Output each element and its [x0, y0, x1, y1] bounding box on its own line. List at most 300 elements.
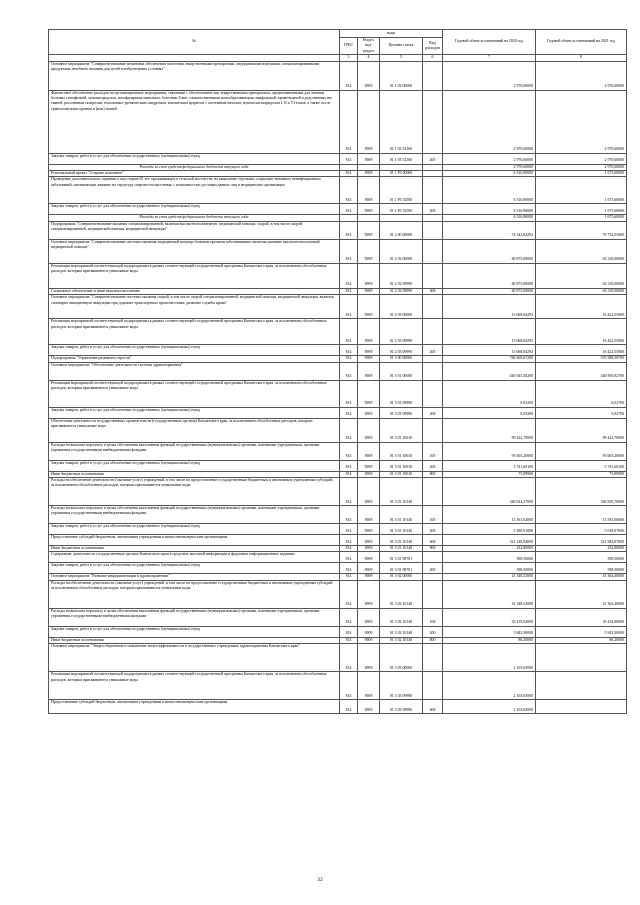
table-row — [49, 319, 627, 345]
volume-2021-cell: 5 843,30000 — [536, 626, 627, 637]
table-row — [49, 478, 627, 506]
razdel-cell: 0909 — [358, 239, 380, 263]
expense-type-cell: 200 — [423, 407, 443, 418]
expense-type-cell: 200 — [423, 153, 443, 164]
table-row — [49, 672, 627, 700]
grbs-cell: 814 — [340, 626, 358, 637]
razdel-cell: 0909 — [358, 153, 380, 164]
grbs-cell: 814 — [340, 263, 358, 288]
volume-2020-cell: 60 875,00000 — [443, 288, 536, 294]
table-row — [49, 362, 627, 380]
row-name-cell: Расходы на выплаты персоналу в целях обеспечения выполнения функций государственными (муниципальными) органами, казенными учреждениями, органами управления государственными внебюджетными фондами — [49, 608, 340, 626]
razdel-cell: 0909 — [358, 171, 380, 177]
row-name-cell: Закупка товаров, работ и услуг для обеспечения государственных (муниципальных) нужд — [49, 153, 340, 164]
column-number: 7 — [443, 55, 536, 61]
volume-2020-cell: 6 316,90000 — [443, 215, 536, 221]
volume-2020-cell: 13 361,62000 — [443, 506, 536, 524]
volume-2020-cell: 232,80000 — [443, 546, 536, 552]
grbs-cell: 814 — [340, 295, 358, 319]
volume-2021-cell: 1 675,60000 — [536, 215, 627, 221]
table-row — [49, 61, 627, 90]
target-article-cell: 01 1 P3 00000 — [380, 171, 423, 177]
row-name-cell: Проведение дополнительного скрининга лиц старше 65 лет, проживающих в сельской местности, на выявление отдельных социально-значимых неинфекционных заболеваний, оказывающих влияние на структуру смертности населения, с возможностью доставки данных лиц в медицинские организации — [49, 177, 340, 204]
column-number: 5 — [380, 55, 423, 61]
table-row — [49, 418, 627, 442]
razdel-cell: 0909 — [358, 418, 380, 442]
row-name-cell: Предоставление субсидий бюджетным, автономным учреждениям и иным некоммерческим организациям — [49, 535, 340, 546]
header-volume-2020: Годовой объем ассигнований на 2020 год — [443, 30, 536, 55]
target-article-cell: 01 1 P3 52950 — [380, 177, 423, 204]
razdel-cell: 0909 — [358, 644, 380, 672]
volume-2020-cell: 6 316,90000 — [443, 177, 536, 204]
volume-2021-cell: 99 422,70000 — [536, 418, 627, 442]
expense-type-cell: 600 — [423, 535, 443, 546]
razdel-cell: 0909 — [358, 177, 380, 204]
volume-2021-cell: 93 605,20000 — [536, 442, 627, 460]
grbs-cell: 814 — [340, 608, 358, 626]
grbs-cell: 814 — [340, 644, 358, 672]
expense-type-cell: 200 — [423, 626, 443, 637]
expense-type-cell: 200 — [423, 524, 443, 535]
razdel-cell: 0909 — [358, 263, 380, 288]
header-codes: коды — [340, 30, 443, 38]
table-row — [49, 204, 627, 215]
column-number: 4 — [358, 55, 380, 61]
razdel-cell: 0909 — [358, 460, 380, 471]
razdel-cell: 0909 — [358, 90, 380, 153]
razdel-cell: 0909 — [358, 552, 380, 563]
expense-type-cell: 600 — [423, 700, 443, 714]
header-grbs: ГРБС — [340, 38, 358, 55]
razdel-cell: 0909 — [358, 295, 380, 319]
expense-type-cell: 200 — [423, 345, 443, 356]
grbs-cell: 814 — [340, 319, 358, 345]
target-article-cell: 01 3 02 10140 — [380, 608, 423, 626]
volume-2021-cell — [536, 700, 627, 714]
header-razdel: Раздел, под-раздел — [358, 38, 380, 55]
table-row — [49, 407, 627, 418]
volume-2020-cell: 13 668,84293 — [443, 295, 536, 319]
volume-2020-cell: 13 668,84293 — [443, 345, 536, 356]
expense-type-cell: 200 — [423, 460, 443, 471]
grbs-cell: 814 — [340, 221, 358, 239]
target-article-cell: 01 3 01 10010 — [380, 471, 423, 477]
volume-2021-cell: 232,80000 — [536, 546, 627, 552]
table-row — [49, 221, 627, 239]
target-article-cell: 01 3 03 09990 — [380, 700, 423, 714]
budget-table — [48, 29, 627, 714]
table-row — [49, 524, 627, 535]
target-article-cell: 01 2 03 09990 — [380, 345, 423, 356]
grbs-cell: 814 — [340, 637, 358, 643]
razdel-cell: 0909 — [358, 204, 380, 215]
header-target-article: Целевая статья — [380, 38, 423, 55]
expense-type-cell — [423, 177, 443, 204]
volume-2020-cell: 5 741,60100 — [443, 460, 536, 471]
volume-2021-cell: 0,02700 — [536, 407, 627, 418]
volume-2020-cell: 74 543,84293 — [443, 221, 536, 239]
row-name-cell: Содержание, деятельность государственных органов Камчатского края в средствах массовой информации и форумных информационных изданиях — [49, 552, 340, 563]
grbs-cell: 814 — [340, 574, 358, 580]
column-number: 8 — [536, 55, 627, 61]
volume-2021-cell: 63 310,00000 — [536, 239, 627, 263]
razdel-cell: 0909 — [358, 471, 380, 477]
row-name-cell: Расходы на обеспечение деятельности (оказание услуг) учреждений, в том числе на предоставление государственным бюджетным и автономным учреждениям субсидий, за исключением обособленных расходов, которым присваиваются уникальные коды — [49, 478, 340, 506]
row-name-cell: Региональный проект "Старшее поколение" — [49, 171, 340, 177]
volume-2020-cell: 766 469,67200 — [443, 356, 536, 362]
volume-2021-cell: 2 970,60000 — [536, 90, 627, 153]
razdel-cell: 0909 — [358, 221, 380, 239]
volume-2021-cell: 5 018,07000 — [536, 524, 627, 535]
row-name-cell: Закупка товаров, работ и услуг для обеспечения государственных (муниципальных) нужд — [49, 626, 340, 637]
volume-2020-cell: 321 148,94000 — [443, 535, 536, 546]
header-expense-type: Вид расходов — [423, 38, 443, 55]
grbs-cell: 814 — [340, 177, 358, 204]
volume-2021-cell: 440 850,92700 — [536, 362, 627, 380]
grbs-cell: 814 — [340, 407, 358, 418]
row-name-cell: Расходы за счет средств федерального бюджета текущего года — [49, 215, 340, 221]
target-article-cell: 01 1 03 52160 — [380, 153, 423, 164]
razdel-cell: 0909 — [358, 288, 380, 294]
target-article-cell: 01 3 01 10010 — [380, 442, 423, 460]
target-article-cell: 01 1 03 52160 — [380, 90, 423, 153]
grbs-cell: 814 — [340, 345, 358, 356]
target-article-cell: 01 3 02 00000 — [380, 574, 423, 580]
grbs-cell: 814 — [340, 563, 358, 574]
expense-type-cell: 800 — [423, 546, 443, 552]
target-article-cell: 01 3 00 00000 — [380, 356, 423, 362]
table-row — [49, 345, 627, 356]
target-article-cell: 01 3 01 10010 — [380, 460, 423, 471]
volume-2021-cell: 79 732,55000 — [536, 221, 627, 239]
expense-type-cell — [423, 319, 443, 345]
table-row — [49, 506, 627, 524]
row-name-cell: Основное мероприятие "Обеспечение деятельности системы здравоохранения" — [49, 362, 340, 380]
row-name-cell: Социальное обеспечение и иные выплаты населению — [49, 288, 340, 294]
expense-type-cell — [423, 90, 443, 153]
header-volume-2021: Годовой объем ассигнований на 2021 год — [536, 30, 627, 55]
row-name-cell: Закупка товаров, работ и услуг для обеспечения государственных (муниципальных) нужд — [49, 407, 340, 418]
grbs-cell: 814 — [340, 478, 358, 506]
volume-2021-cell: 35 434,96000 — [536, 608, 627, 626]
expense-type-cell: 100 — [423, 506, 443, 524]
column-number: 3 — [340, 55, 358, 61]
razdel-cell: 0909 — [358, 608, 380, 626]
target-article-cell: 01 3 03 09990 — [380, 672, 423, 700]
volume-2021-cell: 16 422,55000 — [536, 295, 627, 319]
row-name-cell: Закупка товаров, работ и услуг для обеспечения государственных (муниципальных) нужд — [49, 563, 340, 574]
grbs-cell: 814 — [340, 506, 358, 524]
table-row — [49, 626, 627, 637]
grbs-cell: 814 — [340, 471, 358, 477]
table-row — [49, 442, 627, 460]
expense-type-cell — [423, 672, 443, 700]
volume-2020-cell: 2 970,60000 — [443, 164, 536, 170]
table-row — [49, 153, 627, 164]
expense-type-cell: 200 — [423, 204, 443, 215]
grbs-cell: 814 — [340, 546, 358, 552]
row-name-cell: Обеспечение деятельности государственных органов власти (государственных органов) Камчатского края, за исключением обособленных расходов, которым присваиваются уникальные коды — [49, 418, 340, 442]
expense-type-cell — [423, 61, 443, 90]
grbs-cell: 814 — [340, 700, 358, 714]
row-name-cell: Основное мероприятие "Развитие информатизации в здравоохранении" — [49, 574, 340, 580]
row-name-cell: Расходы на выплаты персоналу в целях обеспечения выполнения функций государственными (муниципальными) органами, казенными учреждениями, органами управления государственными внебюджетными фондами — [49, 442, 340, 460]
volume-2021-cell: 63 310,00000 — [536, 288, 627, 294]
razdel-cell: 0909 — [358, 478, 380, 506]
volume-2020-cell: 2 103,65000 — [443, 644, 536, 672]
razdel-cell: 0909 — [358, 319, 380, 345]
row-name-cell: Закупка товаров, работ и услуг для обеспечения государственных (муниципальных) нужд — [49, 204, 340, 215]
target-article-cell: 01 2 03 09990 — [380, 319, 423, 345]
table-row — [49, 552, 627, 563]
volume-2020-cell: 5 843,30000 — [443, 626, 536, 637]
target-article-cell: 01 2 02 09990 — [380, 288, 423, 294]
volume-2021-cell: 570 588,58700 — [536, 356, 627, 362]
grbs-cell: 814 — [340, 90, 358, 153]
volume-2021-cell: 5 741,60100 — [536, 460, 627, 471]
volume-2020-cell: 0,03200 — [443, 380, 536, 407]
grbs-cell: 814 — [340, 380, 358, 407]
razdel-cell: 0909 — [358, 380, 380, 407]
grbs-cell: 814 — [340, 418, 358, 442]
volume-2020-cell: 2 970,60000 — [443, 90, 536, 153]
volume-2021-cell: 2 970,60000 — [536, 153, 627, 164]
volume-2021-cell — [536, 672, 627, 700]
table-body — [49, 61, 627, 714]
grbs-cell: 814 — [340, 288, 358, 294]
volume-2021-cell: 16 422,55000 — [536, 345, 627, 356]
target-article-cell: 01 3 01 10140 — [380, 506, 423, 524]
row-name-cell: Иные бюджетные ассигнования — [49, 637, 340, 643]
table-row — [49, 563, 627, 574]
column-number: 6 — [423, 55, 443, 61]
expense-type-cell: 200 — [423, 563, 443, 574]
volume-2020-cell: 41 348,52000 — [443, 574, 536, 580]
row-name-cell: Иные бюджетные ассигнования — [49, 546, 340, 552]
volume-2020-cell: 93 605,20000 — [443, 442, 536, 460]
header-number-sign: № — [49, 30, 340, 55]
target-article-cell: 01 2 03 00000 — [380, 295, 423, 319]
grbs-cell: 814 — [340, 672, 358, 700]
table-row — [49, 295, 627, 319]
volume-2020-cell: 6 316,90000 — [443, 171, 536, 177]
column-number: . — [49, 55, 340, 61]
razdel-cell: 0909 — [358, 580, 380, 608]
table-row — [49, 177, 627, 204]
razdel-cell: 0909 — [358, 637, 380, 643]
grbs-cell: 814 — [340, 535, 358, 546]
volume-2021-cell: 63 310,00000 — [536, 263, 627, 288]
volume-2021-cell: 0,02700 — [536, 380, 627, 407]
volume-2020-cell: 60 875,00000 — [443, 239, 536, 263]
razdel-cell: 0909 — [358, 626, 380, 637]
volume-2020-cell: 2 103,65000 — [443, 700, 536, 714]
volume-2021-cell: 13 593,06000 — [536, 506, 627, 524]
target-article-cell: 01 3 01 09990 — [380, 380, 423, 407]
grbs-cell: 814 — [340, 524, 358, 535]
row-name-cell: Основное мероприятие "Совершенствование системы оказания скорой, в том числе скорой специализированной, медицинской помощи, медицинской эвакуации, включая санитарно-авиационную эвакуацию при дорожно-транспортных происшествиях, развитие службы крови" — [49, 295, 340, 319]
razdel-cell: 0909 — [358, 362, 380, 380]
razdel-cell: 0909 — [358, 524, 380, 535]
target-article-cell: 01 3 01 00000 — [380, 362, 423, 380]
grbs-cell: 814 — [340, 580, 358, 608]
volume-2020-cell: 598,50000 — [443, 563, 536, 574]
row-name-cell: Предоставление субсидий бюджетным, автономным учреждениям и иным некоммерческим организациям — [49, 700, 340, 714]
expense-type-cell: 800 — [423, 471, 443, 477]
volume-2021-cell: 41 364,46000 — [536, 580, 627, 608]
row-name-cell: Закупка товаров, работ и услуг для обеспечения государственных (муниципальных) нужд — [49, 345, 340, 356]
expense-type-cell — [423, 263, 443, 288]
volume-2021-cell: 86,20000 — [536, 637, 627, 643]
row-name-cell: Закупка товаров, работ и услуг для обеспечения государственных (муниципальных) нужд — [49, 460, 340, 471]
row-name-cell: Реализация мероприятий соответствующей подпрограммы в рамках соответствующей государственной программы Камчатского края, за исключением обособленных расходов, которым присваиваются уникальные коды — [49, 672, 340, 700]
expense-type-cell: 800 — [423, 637, 443, 643]
expense-type-cell — [423, 295, 443, 319]
row-name-cell: Подпрограмма "Совершенствование оказания специализированной, включая высокотехнологичную, медицинской помощи, скорой, в том числе скорой специализированной, медицинской помощи, медицинской эвакуации" — [49, 221, 340, 239]
volume-2021-cell: 1 675,60000 — [536, 177, 627, 204]
volume-2020-cell: 2 103,65000 — [443, 672, 536, 700]
expense-type-cell — [423, 418, 443, 442]
volume-2020-cell: 598,50000 — [443, 552, 536, 563]
target-article-cell: 01 3 02 10140 — [380, 637, 423, 643]
table-row — [49, 90, 627, 153]
table-row — [49, 460, 627, 471]
row-name-cell: Расходы за счет средств федерального бюджета текущего года — [49, 164, 340, 170]
razdel-cell: 0909 — [358, 356, 380, 362]
volume-2021-cell: 1 675,60000 — [536, 204, 627, 215]
volume-2020-cell: 99 422,70000 — [443, 418, 536, 442]
razdel-cell: 0909 — [358, 574, 380, 580]
row-name-cell: Расходы на обеспечение деятельности (оказание услуг) учреждений, в том числе на предоставление государственным бюджетным и автономным учреждениям субсидий, за исключением обособленных расходов, которым присваиваются уникальные коды — [49, 580, 340, 608]
table-row — [49, 263, 627, 288]
row-name-cell: Основное мероприятие "Совершенствование механизма обеспечения населения лекарственными препаратами, медицинскими изделиями, специализированными продуктами лечебного питания для детей в амбулаторных условиях" — [49, 61, 340, 90]
expense-type-cell — [423, 362, 443, 380]
razdel-cell: 0909 — [358, 345, 380, 356]
target-article-cell: 01 3 01 10010 — [380, 418, 423, 442]
grbs-cell: 814 — [340, 153, 358, 164]
razdel-cell: 0909 — [358, 546, 380, 552]
row-name-cell: Подпрограмма "Управление развитием отрасли" — [49, 356, 340, 362]
grbs-cell: 814 — [340, 171, 358, 177]
grbs-cell: 814 — [340, 460, 358, 471]
grbs-cell: 814 — [340, 239, 358, 263]
razdel-cell: 0909 — [358, 535, 380, 546]
volume-2021-cell: 2 970,60000 — [536, 164, 627, 170]
table-row — [49, 608, 627, 626]
volume-2021-cell: 598,50000 — [536, 563, 627, 574]
volume-2021-cell: 75,89900 — [536, 471, 627, 477]
volume-2020-cell: 41 348,52000 — [443, 580, 536, 608]
expense-type-cell: 300 — [423, 288, 443, 294]
target-article-cell: 01 1 02 00000 — [380, 61, 423, 90]
volume-2020-cell: 60 875,00000 — [443, 263, 536, 288]
row-name-cell: Реализация мероприятий соответствующей подпрограммы в рамках соответствующей государственной программы Камчатского края, за исключением обособленных расходов, которым присваиваются уникальные коды — [49, 263, 340, 288]
grbs-cell: 814 — [340, 204, 358, 215]
volume-2020-cell: 75,89900 — [443, 471, 536, 477]
razdel-cell: 0909 — [358, 407, 380, 418]
target-article-cell: 01 3 02 10140 — [380, 580, 423, 608]
page-number: 32 — [317, 877, 323, 883]
expense-type-cell — [423, 380, 443, 407]
target-article-cell: 01 3 01 10140 — [380, 535, 423, 546]
expense-type-cell: 100 — [423, 442, 443, 460]
target-article-cell: 01 2 02 00000 — [380, 239, 423, 263]
volume-2020-cell: 440 045,50200 — [443, 362, 536, 380]
row-name-cell: Закупка товаров, работ и услуг для обеспечения государственных (муниципальных) нужд — [49, 524, 340, 535]
target-article-cell: 01 1 P3 52950 — [380, 204, 423, 215]
razdel-cell: 0909 — [358, 672, 380, 700]
expense-type-cell — [423, 478, 443, 506]
volume-2020-cell: 86,20000 — [443, 637, 536, 643]
grbs-cell: 814 — [340, 356, 358, 362]
table-row — [49, 700, 627, 714]
grbs-cell: 814 — [340, 552, 358, 563]
target-article-cell: 01 3 01 10140 — [380, 524, 423, 535]
volume-2020-cell: 2 970,60000 — [443, 153, 536, 164]
table-row — [49, 580, 627, 608]
volume-2021-cell: 41 364,46000 — [536, 574, 627, 580]
target-article-cell: 01 3 01 10140 — [380, 546, 423, 552]
volume-2020-cell: 13 668,84293 — [443, 319, 536, 345]
target-article-cell: 01 3 02 10140 — [380, 626, 423, 637]
expense-type-cell — [423, 644, 443, 672]
target-article-cell: 01 2 00 00000 — [380, 221, 423, 239]
row-name-cell: Основное мероприятие "Энергосбережение и повышение энергоэффективности в государственных учреждениях здравоохранения Камчатского края" — [49, 644, 340, 672]
grbs-cell: 814 — [340, 362, 358, 380]
table-row — [49, 380, 627, 407]
volume-2020-cell: 6 316,90000 — [443, 204, 536, 215]
volume-2021-cell: 16 422,55000 — [536, 319, 627, 345]
target-article-cell: 01 3 03 00000 — [380, 644, 423, 672]
target-article-cell: 01 3 01 98701 — [380, 563, 423, 574]
target-article-cell: 01 3 01 10140 — [380, 478, 423, 506]
volume-2020-cell: 5 280,91000 — [443, 524, 536, 535]
razdel-cell: 0909 — [358, 442, 380, 460]
table-header — [49, 30, 627, 62]
row-name-cell: Реализация мероприятий соответствующей подпрограммы в рамках соответствующей государственной программы Камчатского края, за исключением обособленных расходов, которым присваиваются уникальные коды — [49, 380, 340, 407]
volume-2020-cell: 340 024,27000 — [443, 478, 536, 506]
grbs-cell: 814 — [340, 442, 358, 460]
row-name-cell: Иные бюджетные ассигнования — [49, 471, 340, 477]
grbs-cell: 814 — [340, 61, 358, 90]
target-article-cell: 01 3 01 09990 — [380, 407, 423, 418]
volume-2021-cell: 2 970,60000 — [536, 61, 627, 90]
razdel-cell: 0909 — [358, 61, 380, 90]
volume-2020-cell: 35 419,02000 — [443, 608, 536, 626]
row-name-cell: Реализация мероприятий соответствующей подпрограммы в рамках соответствующей государственной программы Камчатского края, за исключением обособленных расходов, которым присваиваются уникальные коды — [49, 319, 340, 345]
volume-2021-cell: 1 675,60000 — [536, 171, 627, 177]
expense-type-cell — [423, 221, 443, 239]
target-article-cell: 01 3 01 98701 — [380, 552, 423, 563]
table-row — [49, 535, 627, 546]
expense-type-cell — [423, 552, 443, 563]
volume-2021-cell: 321 984,87000 — [536, 535, 627, 546]
row-name-cell: Расходы на выплаты персоналу в целях обеспечения выполнения функций государственными (муниципальными) органами, казенными учреждениями, органами управления государственными внебюджетными фондами — [49, 506, 340, 524]
row-name-cell: Финансовое обеспечение расходов на организационные мероприятия, связанные с обеспечением лиц лекарственными препаратами, предназначенными для лечения больных гемофилией, муковисцидозом, гипофизарным нанизмом, болезнью Гоше, злокачественными новообразованиями лимфоидной, кроветворной и родственных им тканей, рассеянным склерозом, гемолитико-уремическим синдромом, юношеским артритом с системным началом, мукополисахаридозом I, II и VI типов, а также после трансплантации органов и (или) тканей — [49, 90, 340, 153]
table-row — [49, 239, 627, 263]
expense-type-cell — [423, 580, 443, 608]
razdel-cell: 0909 — [358, 506, 380, 524]
razdel-cell: 0909 — [358, 563, 380, 574]
volume-2021-cell: 340 829,70000 — [536, 478, 627, 506]
expense-type-cell — [423, 239, 443, 263]
volume-2021-cell — [536, 644, 627, 672]
table-row — [49, 644, 627, 672]
razdel-cell: 0909 — [358, 700, 380, 714]
volume-2021-cell: 598,50000 — [536, 552, 627, 563]
expense-type-cell: 100 — [423, 608, 443, 626]
row-name-cell: Основное мероприятие "Совершенствование системы оказания медицинской помощи больным прочими заболеваниями, включая оказание высокотехнологичной медицинской помощи" — [49, 239, 340, 263]
